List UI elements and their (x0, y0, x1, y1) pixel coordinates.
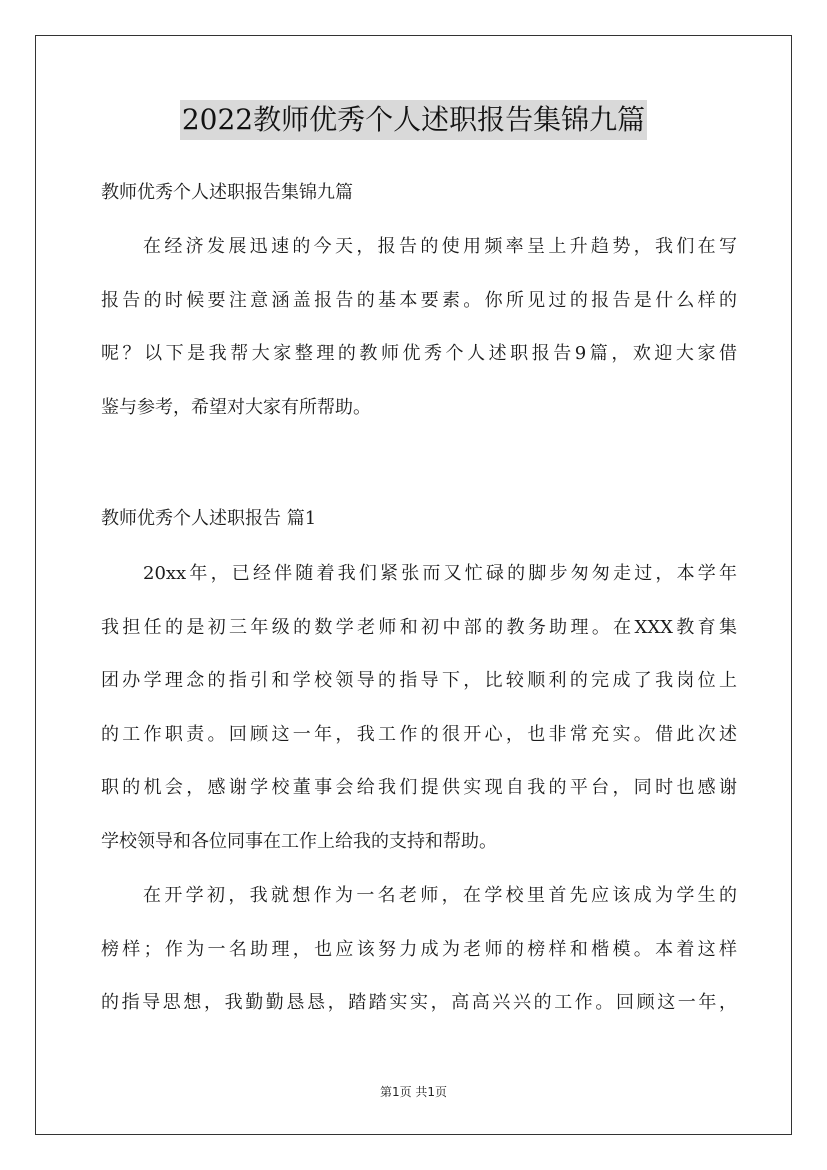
document-title (0, 100, 827, 140)
document-subtitle: 教师优秀个人述职报告集锦九篇 (101, 182, 353, 203)
page-footer (0, 1084, 827, 1100)
body-paragraph-1 (101, 547, 737, 868)
paragraph-line: 学校领导和各位同事在工作上给我的支持和帮助。 (101, 830, 497, 852)
paragraph-line: 团办学理念的指引和学校领导的指导下，比较顺利的完成了我岗位上 (101, 670, 737, 691)
paragraph-line: 在开学初，我就想作为一名老师，在学校里首先应该成为学生的 (143, 885, 737, 906)
intro-paragraph (101, 220, 737, 434)
paragraph-line: 职的机会，感谢学校董事会给我们提供实现自我的平台，同时也感谢 (101, 777, 737, 798)
paragraph-line: 在经济发展迅速的今天，报告的使用频率呈上升趋势，我们在写 (143, 236, 737, 257)
paragraph-line: 鉴与参考，希望对大家有所帮助。 (101, 396, 371, 418)
paragraph-line: 的指导思想，我勤勤恳恳，踏踏实实，高高兴兴的工作。回顾这一年， (101, 992, 737, 1013)
body-paragraph-2 (101, 869, 737, 1030)
paragraph-line: 榜样；作为一名助理，也应该努力成为老师的榜样和楷模。本着这样 (101, 938, 737, 960)
paragraph-line: 报告的时候要注意涵盖报告的基本要素。你所见过的报告是什么样的 (101, 289, 737, 311)
paragraph-line: 的工作职责。回顾这一年，我工作的很开心，也非常充实。借此次述 (101, 723, 737, 745)
section-heading: 教师优秀个人述职报告 篇1 (101, 508, 317, 529)
paragraph-line: 我担任的是初三年级的数学老师和初中部的教务助理。在XXX教育集 (101, 616, 737, 638)
paragraph-line: 呢？以下是我帮大家整理的教师优秀个人述职报告9篇，欢迎大家借 (101, 343, 737, 364)
page-number: 第1页 共1页 (379, 1085, 448, 1099)
document-title-text: 2022教师优秀个人述职报告集锦九篇 (180, 100, 647, 140)
paragraph-line: 20xx年，已经伴随着我们紧张而又忙碌的脚步匆匆走过，本学年 (143, 563, 737, 584)
